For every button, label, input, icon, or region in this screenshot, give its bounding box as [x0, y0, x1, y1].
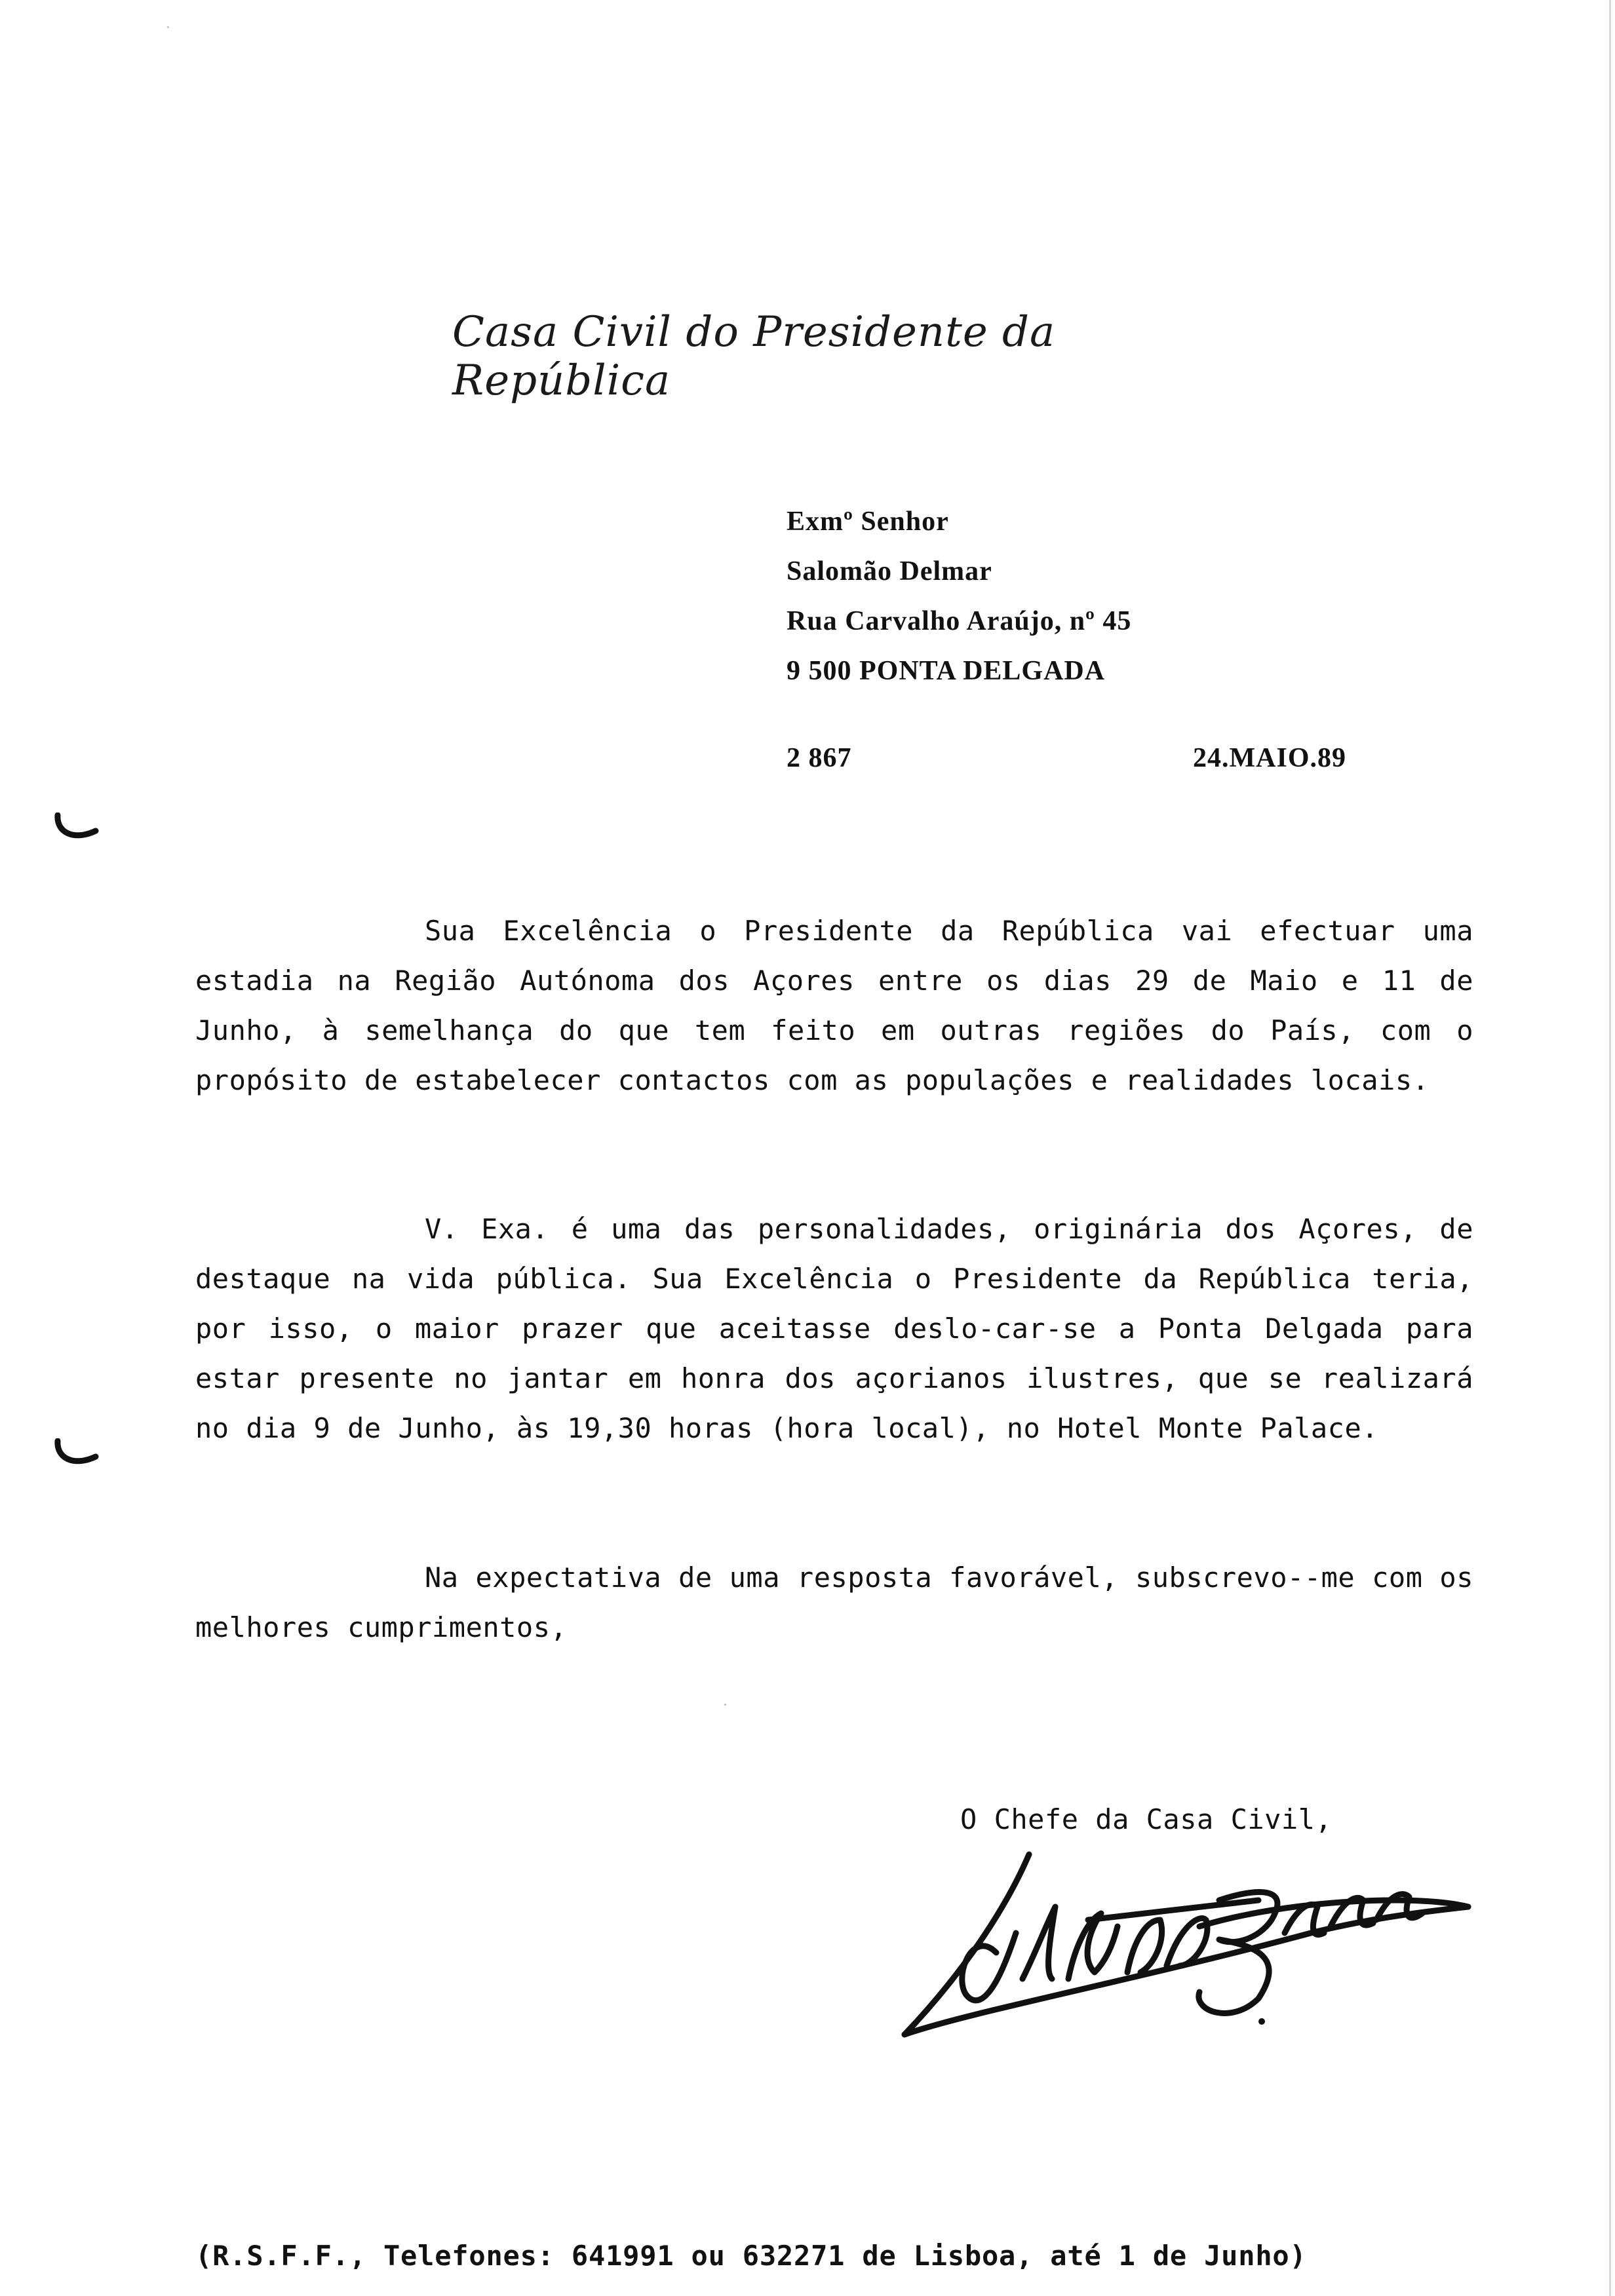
closing-line: O Chefe da Casa Civil,: [960, 1803, 1333, 1835]
paper-speck: [167, 26, 169, 28]
paper-speck: [724, 1704, 726, 1706]
recipient-city: 9 500 PONTA DELGADA: [787, 656, 1106, 686]
reference-number: 2 867: [787, 743, 852, 773]
punch-hole-mark-icon: [54, 813, 100, 841]
handwritten-signature: [891, 1848, 1481, 2044]
recipient-name: Salomão Delmar: [787, 556, 992, 586]
paragraph-1: Sua Excelência o Presidente da República vai efectuar uma estadia na Região Autónoma dos Açores entre os dias 29 de Maio e 11 de Junho, à semelhança do que tem feito em outras regiões do País, com o propósito de estabelecer contactos com as populações e realidades locais.: [195, 915, 1473, 1096]
reference-line: [787, 742, 1376, 782]
punch-hole-mark-icon: [54, 1438, 100, 1467]
recipient-address: [787, 497, 1442, 696]
reference-date: 24.MAIO.89: [1193, 743, 1346, 773]
paragraph-3: Na expectativa de uma resposta favorável, subscrevo--me com os melhores cumprimentos,: [195, 1561, 1473, 1643]
recipient-salutation: Exmº Senhor: [787, 507, 949, 537]
paragraph-2: V. Exa. é uma das personalidades, originária dos Açores, de destaque na vida pública. Sua Excelência o Presidente da República teria, por isso, o maior prazer que aceitasse deslo-car-se a Ponta Delgada para estar presente no jantar em honra dos açorianos ilustres, que se realizará no dia 9 de Junho, às 19,30 horas (hora local), no Hotel Monte Palace.: [195, 1213, 1473, 1444]
footer-contact-line: (R.S.F.F., Telefones: 641991 ou 632271 de Lisboa, até 1 de Junho): [195, 2240, 1307, 2272]
page-edge-shadow: [1609, 0, 1611, 2296]
recipient-street: Rua Carvalho Araújo, nº 45: [787, 606, 1132, 636]
letterhead-title: Casa Civil do Presidente da República: [452, 308, 1056, 405]
